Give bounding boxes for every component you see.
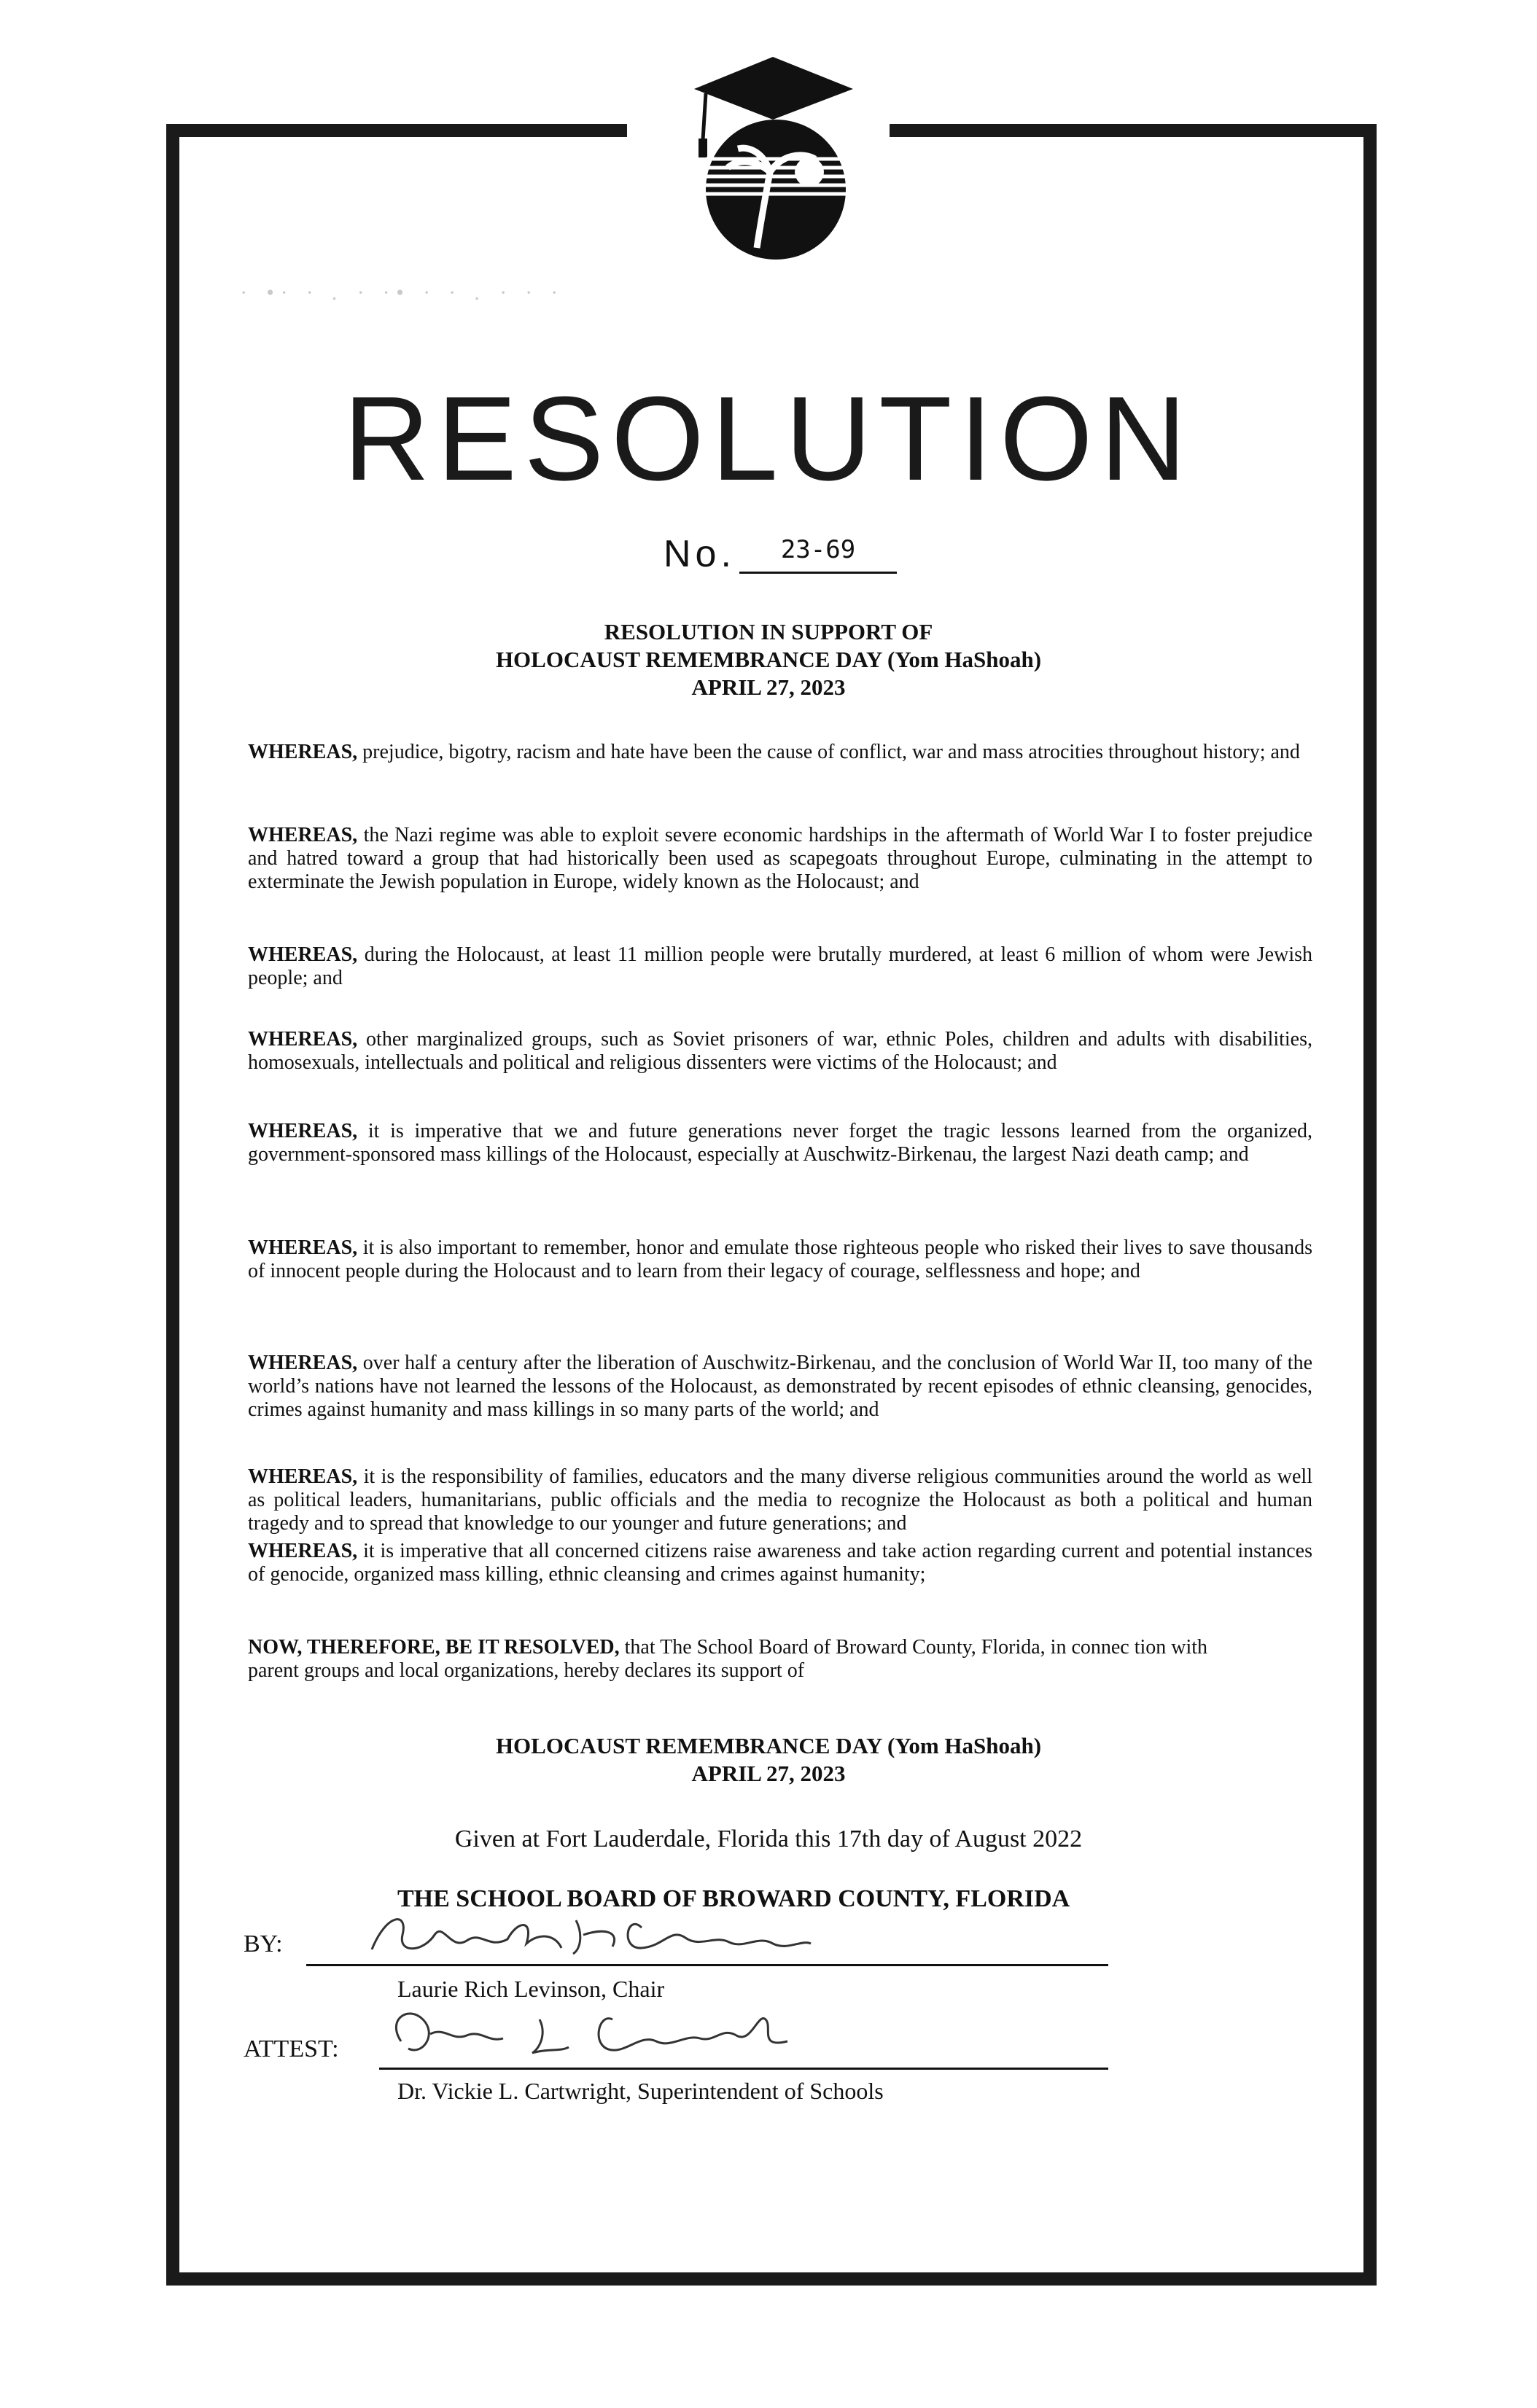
tassel	[699, 139, 707, 157]
chair-signature-text: Laurie Rich Levinson	[583, 1951, 662, 1959]
superintendent-signature-text: Vickie L. Cartwright	[598, 2057, 674, 2065]
whereas-clause	[248, 1465, 1312, 1535]
declaration-line-1: HOLOCAUST REMEMBRANCE DAY (Yom HaShoah)	[495, 1733, 1042, 1758]
scan-artifact: ∙ •∙ ∙ . ∙ ∙• ∙ ∙ . ∙ ∙ ∙	[241, 281, 564, 305]
whereas-text: it is also important to remember, honor and emulate those righteous people who risked their lives to save thousands of innocent people during the Holocaust and to learn from their legacy of courage, selflessness and hope; and	[248, 1236, 1313, 1282]
apple-body	[706, 120, 846, 260]
whereas-clause	[248, 1540, 1312, 1586]
chair-signature-image	[365, 1906, 817, 1971]
whereas-lead: WHEREAS,	[248, 741, 358, 763]
resolution-number-value: 23-69	[739, 535, 897, 574]
resolved-clause	[248, 1636, 1254, 1683]
resolved-text: that The School Board of Broward County, Florida, in connec tion with parent groups and local organizations, hereby declares its support of	[248, 1636, 1208, 1682]
mortarboard-cap	[694, 57, 853, 120]
whereas-text: other marginalized groups, such as Soviet prisoners of war, ethnic Poles, children and adults with disabilities, homosexuals, intellectuals and political and religious dissenters were victims of the Holocaust; and	[248, 1028, 1313, 1074]
whereas-clause	[248, 824, 1312, 894]
whereas-text: during the Holocaust, at least 11 million people were brutally murdered, at least 6 million of whom were Jewish people; and	[248, 943, 1313, 989]
whereas-clause	[248, 741, 1312, 764]
whereas-clause	[248, 1236, 1312, 1283]
school-board-name: THE SCHOOL BOARD OF BROWARD COUNTY, FLORIDA	[397, 1885, 1070, 1912]
whereas-clause	[248, 943, 1312, 990]
heading-line-2: HOLOCAUST REMEMBRANCE DAY (Yom HaShoah)	[495, 647, 1042, 672]
superintendent-signature-image	[379, 1998, 817, 2070]
page-title: RESOLUTION	[343, 372, 1194, 505]
tassel-cord	[703, 93, 706, 140]
whereas-text: it is the responsibility of families, educators and the many diverse religious communities around the world as well as political leaders, humanitarians, public officials and the media to recognize the Holocaust as both a political and human tragedy and to spread that knowledge to our younger and future generations; and	[248, 1465, 1312, 1535]
heading-line-1: RESOLUTION IN SUPPORT OF	[604, 619, 933, 644]
whereas-lead: WHEREAS,	[248, 1540, 358, 1562]
whereas-lead: WHEREAS,	[248, 1352, 358, 1374]
given-at-line: Given at Fort Lauderdale, Florida this 17th day of August 2022	[454, 1826, 1083, 1852]
whereas-lead: WHEREAS,	[248, 943, 358, 966]
heading-line-3: APRIL 27, 2023	[691, 674, 846, 700]
school-board-apple-logo	[685, 29, 860, 270]
declaration-line-2: APRIL 27, 2023	[691, 1761, 846, 1786]
sun-icon	[795, 157, 824, 187]
whereas-lead: WHEREAS,	[248, 1120, 358, 1142]
whereas-lead: WHEREAS,	[248, 1028, 358, 1051]
resolution-number	[664, 526, 911, 577]
resolution-heading	[0, 618, 1537, 701]
whereas-lead: WHEREAS,	[248, 1465, 358, 1488]
whereas-lead: WHEREAS,	[248, 824, 358, 846]
superintendent-name: Dr. Vickie L. Cartwright, Superintendent of Schools	[397, 2078, 884, 2104]
whereas-text: the Nazi regime was able to exploit severe economic hardships in the aftermath of World War I to foster prejudice and hatred toward a group that had historically been used as scapegoats throughout Europe, culminating in the attempt to exterminate the Jewish population in Europe, widely known as the Holocaust; and	[248, 824, 1313, 893]
superintendent-signature-line	[379, 2068, 1108, 2070]
whereas-clause	[248, 1352, 1312, 1422]
whereas-lead: WHEREAS,	[248, 1236, 358, 1259]
whereas-clause	[248, 1028, 1312, 1075]
resolved-lead: NOW, THEREFORE, BE IT RESOLVED,	[248, 1636, 620, 1659]
whereas-text: it is imperative that we and future generations never forget the tragic lessons learned from the organized, government-sponsored mass killings of the Holocaust, especially at Auschwitz-Birkenau, the largest Nazi death camp; and	[248, 1120, 1312, 1166]
whereas-text: prejudice, bigotry, racism and hate have been the cause of conflict, war and mass atrocities throughout history; and	[362, 741, 1300, 763]
whereas-clause	[248, 1120, 1312, 1166]
whereas-text: it is imperative that all concerned citizens raise awareness and take action regarding current and potential instances of genocide, organized mass killing, ethnic cleansing and crimes against humanity;	[248, 1540, 1312, 1586]
chair-name: Laurie Rich Levinson, Chair	[397, 1976, 665, 2002]
chair-signature-line	[306, 1964, 1108, 1966]
attest-label: ATTEST:	[244, 2035, 339, 2062]
resolution-number-label: No.	[664, 533, 736, 575]
declaration-title	[0, 1732, 1537, 1788]
whereas-text: over half a century after the liberation of Auschwitz-Birkenau, and the conclusion of World War II, too many of the world’s nations have not learned the lessons of the Holocaust, as demonstrated by recent episodes of ethnic cleansing, genocides, crimes against humanity and mass killings in so many parts of the world; and	[248, 1352, 1313, 1421]
by-label: BY:	[244, 1930, 283, 1957]
